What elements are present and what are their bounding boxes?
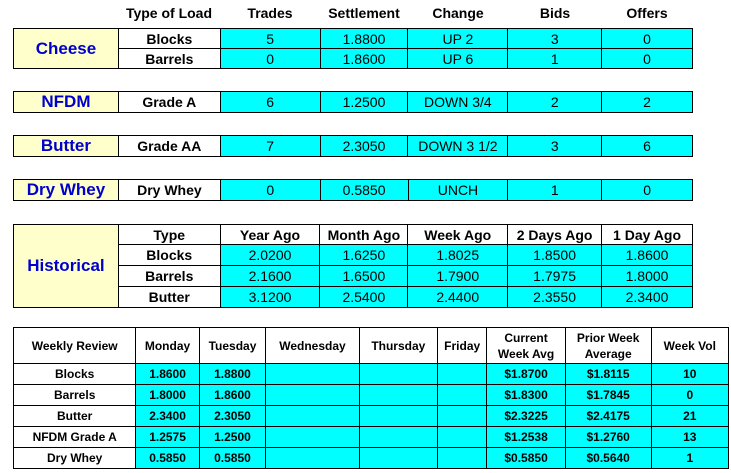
- weekly-cell: $1.8700: [487, 364, 565, 385]
- weekly-cell: [438, 427, 487, 448]
- weekly-cell: [359, 406, 437, 427]
- cheese-barrels-type: Barrels: [118, 49, 220, 69]
- cheese-barrels-trades: 0: [220, 49, 320, 69]
- butter-table: [13, 135, 693, 157]
- historical-header-type: Type: [118, 225, 220, 245]
- weekly-header-current-week-avg: Current Week Avg: [487, 328, 565, 364]
- butter-bids: 3: [508, 136, 602, 157]
- weekly-cell: [438, 364, 487, 385]
- header-trades: Trades: [247, 5, 293, 21]
- weekly-header-wednesday: Wednesday: [266, 328, 359, 364]
- weekly-header-tuesday: Tuesday: [199, 328, 266, 364]
- weekly-header-review: Weekly Review: [14, 328, 136, 364]
- weekly-header-week-vol: Week Vol: [651, 328, 728, 364]
- whey-table: [13, 179, 693, 201]
- header-change: Change: [432, 5, 484, 21]
- weekly-row-label: Dry Whey: [14, 448, 136, 469]
- historical-cell: 1.6500: [320, 266, 408, 287]
- weekly-row-label: Barrels: [14, 385, 136, 406]
- cheese-blocks-settlement: 1.8800: [320, 29, 408, 49]
- weekly-row-label: Blocks: [14, 364, 136, 385]
- weekly-cell: 0: [651, 385, 728, 406]
- weekly-cell: 1.8800: [199, 364, 266, 385]
- historical-cell: 2.3550: [508, 287, 602, 308]
- weekly-cell: $1.7845: [565, 385, 651, 406]
- historical-header-week-ago: Week Ago: [408, 225, 508, 245]
- historical-cell: 1.8025: [408, 245, 508, 266]
- historical-cell: 1.7900: [408, 266, 508, 287]
- historical-cell: 3.1200: [220, 287, 320, 308]
- historical-label: Historical: [14, 225, 119, 308]
- weekly-cell: $2.4175: [565, 406, 651, 427]
- weekly-cell: 1.2500: [199, 427, 266, 448]
- historical-cell: 1.7975: [508, 266, 602, 287]
- historical-header-2-days-ago: 2 Days Ago: [508, 225, 602, 245]
- cheese-blocks-change: UP 2: [408, 29, 508, 49]
- butter-offers: 6: [602, 136, 693, 157]
- header-offers: Offers: [626, 5, 668, 21]
- historical-header-month-ago: Month Ago: [320, 225, 408, 245]
- weekly-cell: [438, 406, 487, 427]
- header-settlement: Settlement: [328, 5, 400, 21]
- weekly-cell: $1.8300: [487, 385, 565, 406]
- butter-change: DOWN 3 1/2: [408, 136, 508, 157]
- whey-type: Dry Whey: [118, 180, 220, 201]
- weekly-cell: 1.2575: [136, 427, 199, 448]
- historical-cell: 2.4400: [408, 287, 508, 308]
- historical-row-type: Barrels: [118, 266, 220, 287]
- whey-change: UNCH: [408, 180, 508, 201]
- weekly-cell: [266, 364, 359, 385]
- weekly-cell: [359, 385, 437, 406]
- weekly-cell: [266, 406, 359, 427]
- whey-label: Dry Whey: [14, 180, 119, 201]
- weekly-cell: [266, 427, 359, 448]
- cheese-blocks-bids: 3: [508, 29, 602, 49]
- cheese-barrels-change: UP 6: [408, 49, 508, 69]
- weekly-cell: 2.3050: [199, 406, 266, 427]
- weekly-cell: 1: [651, 448, 728, 469]
- weekly-cell: $0.5640: [565, 448, 651, 469]
- whey-settlement: 0.5850: [320, 180, 408, 201]
- weekly-cell: 0.5850: [136, 448, 199, 469]
- weekly-cell: [266, 448, 359, 469]
- cheese-blocks-offers: 0: [602, 29, 693, 49]
- weekly-cell: 0.5850: [199, 448, 266, 469]
- butter-label: Butter: [14, 136, 119, 157]
- historical-row-type: Butter: [118, 287, 220, 308]
- weekly-cell: [266, 385, 359, 406]
- weekly-cell: 21: [651, 406, 728, 427]
- whey-offers: 0: [602, 180, 693, 201]
- historical-cell: 2.1600: [220, 266, 320, 287]
- weekly-cell: $2.3225: [487, 406, 565, 427]
- weekly-header-thursday: Thursday: [359, 328, 437, 364]
- header-type-of-load: Type of Load: [125, 5, 213, 21]
- whey-bids: 1: [508, 180, 602, 201]
- historical-table: [13, 224, 693, 308]
- nfdm-type: Grade A: [118, 92, 220, 113]
- cheese-blocks-trades: 5: [220, 29, 320, 49]
- weekly-cell: 1.8600: [136, 364, 199, 385]
- weekly-cell: 2.3400: [136, 406, 199, 427]
- nfdm-settlement: 1.2500: [320, 92, 408, 113]
- cheese-table: [13, 28, 693, 69]
- historical-row-type: Blocks: [118, 245, 220, 266]
- weekly-header-friday: Friday: [438, 328, 487, 364]
- weekly-cell: [359, 364, 437, 385]
- cheese-blocks-type: Blocks: [118, 29, 220, 49]
- header-bids: Bids: [539, 5, 571, 21]
- historical-cell: 2.5400: [320, 287, 408, 308]
- weekly-header-monday: Monday: [136, 328, 199, 364]
- cheese-barrels-bids: 1: [508, 49, 602, 69]
- weekly-row-label: NFDM Grade A: [14, 427, 136, 448]
- weekly-cell: 10: [651, 364, 728, 385]
- weekly-row-label: Butter: [14, 406, 136, 427]
- butter-type: Grade AA: [118, 136, 220, 157]
- weekly-cell: [359, 448, 437, 469]
- weekly-cell: $0.5850: [487, 448, 565, 469]
- weekly-cell: 1.8000: [136, 385, 199, 406]
- butter-settlement: 2.3050: [320, 136, 408, 157]
- nfdm-trades: 6: [220, 92, 320, 113]
- cheese-barrels-offers: 0: [602, 49, 693, 69]
- weekly-cell: [438, 448, 487, 469]
- weekly-cell: [359, 427, 437, 448]
- historical-header-1-day-ago: 1 Day Ago: [602, 225, 693, 245]
- historical-cell: 2.3400: [602, 287, 693, 308]
- whey-trades: 0: [220, 180, 320, 201]
- historical-cell: 1.8000: [602, 266, 693, 287]
- historical-header-year-ago: Year Ago: [220, 225, 320, 245]
- historical-cell: 2.0200: [220, 245, 320, 266]
- weekly-cell: $1.8115: [565, 364, 651, 385]
- weekly-header-prior-week-average: Prior Week Average: [565, 328, 651, 364]
- weekly-cell: [438, 385, 487, 406]
- historical-cell: 1.8600: [602, 245, 693, 266]
- cheese-label: Cheese: [14, 29, 119, 69]
- butter-trades: 7: [220, 136, 320, 157]
- weekly-cell: 1.8600: [199, 385, 266, 406]
- weekly-cell: $1.2538: [487, 427, 565, 448]
- nfdm-table: [13, 91, 693, 113]
- weekly-cell: $1.2760: [565, 427, 651, 448]
- nfdm-bids: 2: [508, 92, 602, 113]
- nfdm-offers: 2: [602, 92, 693, 113]
- historical-cell: 1.6250: [320, 245, 408, 266]
- historical-cell: 1.8500: [508, 245, 602, 266]
- nfdm-change: DOWN 3/4: [408, 92, 508, 113]
- weekly-cell: 13: [651, 427, 728, 448]
- nfdm-label: NFDM: [14, 92, 119, 113]
- cheese-barrels-settlement: 1.8600: [320, 49, 408, 69]
- weekly-review-table: [13, 327, 729, 469]
